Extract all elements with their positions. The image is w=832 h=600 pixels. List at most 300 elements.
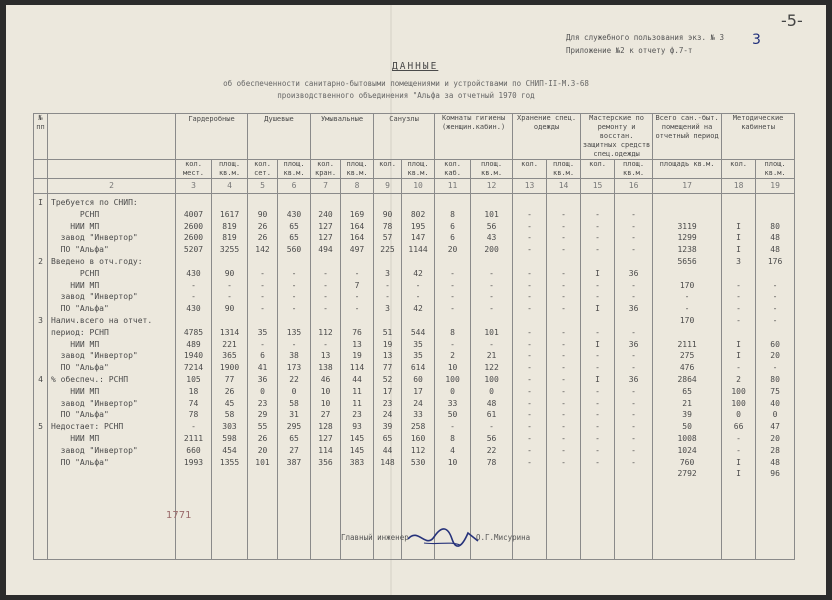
table-cell-value: - [415,280,421,290]
table-cell-value [582,315,613,327]
table-cell-value: - [561,351,566,361]
table-cell-value [312,256,339,268]
table-cell-value: 65 [289,233,299,243]
table-cell-value: 544 [410,327,426,337]
table-cell-value: 142 [255,245,270,255]
table-cell-value [35,398,46,410]
header-washrooms: Умывальные [311,114,374,160]
table-cell-value: 1940 [183,351,204,361]
table-cell-value: 112 [318,327,333,337]
table-cell-value: - [631,351,636,361]
table-cell-value: - [772,363,778,373]
table-cell-value: Недостает: РСНП [51,422,124,432]
table-cell-value: 1144 [408,245,428,255]
table-cell-value: - [736,304,741,314]
table-cell-value: 101 [255,457,270,467]
table-cell-value: - [527,457,532,467]
table-cell-value: 1617 [219,209,240,219]
table-cell-value: НИИ МП [51,221,100,231]
table-cell-value: 31 [289,410,299,420]
table-cell-value: - [450,422,455,432]
col-storage-count [513,194,547,560]
subheader-cell: кол. мест. [176,160,212,179]
table-cell-value: 36 [257,374,268,384]
table-cell-value: - [631,410,636,420]
table-cell-value: 13 [320,351,331,361]
col-washroom-taps [311,194,341,560]
table-cell-value: - [595,280,600,290]
table-cell-value [514,256,545,268]
table-cell-value: 8 [450,209,455,219]
table-cell-value [757,209,793,221]
table-cell-value: 60 [770,339,780,349]
table-cell-value [35,409,46,421]
table-cell-value [279,315,309,327]
table-cell-value: - [561,386,566,396]
table-cell-value: 78 [486,457,497,467]
table-cell-value: 46 [320,374,331,384]
table-cell-value [35,386,46,398]
table-cell-value: 56 [486,433,497,443]
table-cell-value: 90 [224,304,235,314]
table-cell-value: НИИ МП [51,280,100,290]
subheader-cell: площ. кв.м. [756,160,795,179]
table-cell-value [279,256,309,268]
table-cell-value: - [561,422,566,432]
table-cell-value: - [385,280,390,290]
table-cell-value: - [561,327,566,337]
table-cell-value: 35 [413,339,423,349]
table-cell-value [312,197,339,209]
table-cell-value: 2864 [677,374,697,384]
header-method-rooms: Методические кабинеты [722,114,795,160]
table-cell-value: 65 [382,433,393,443]
table-cell-value: 145 [349,433,365,443]
table-cell-value: - [595,233,600,243]
table-cell-value: 660 [186,445,201,455]
table-cell-value: НИИ МП [51,339,100,349]
table-cell-value [35,209,46,221]
header-pp: № пп [34,114,48,160]
table-cell-value: 1008 [677,433,697,443]
table-cell-value: 76 [352,327,362,337]
header-wardrobes: Гардеробные [176,114,248,160]
table-cell-value: - [561,433,566,443]
table-cell-value: 58 [224,410,235,420]
table-cell-value: - [527,351,532,361]
table-cell-value: - [527,398,532,408]
table-cell-value: 36 [628,374,639,384]
table-cell-value: 50 [682,422,692,432]
table-cell-value: 80 [770,221,780,231]
table-cell-value: - [595,209,600,219]
table-cell-value: I [38,198,43,207]
col-toilet-area [402,194,435,560]
table-cell-value: 10 [447,363,458,373]
table-cell-value: 430 [286,209,302,219]
table-cell-value [723,327,754,339]
table-cell-value: 40 [770,398,780,408]
table-cell-value: 4 [38,374,43,384]
table-cell-value: 135 [286,327,302,337]
table-cell-value: - [595,410,600,420]
table-cell-value: 61 [486,410,497,420]
table-cell-value: 42 [413,268,423,278]
margin-handwriting: 1771 [166,510,192,521]
subheader-cell: площадь кв.м. [653,160,722,179]
table-cell-value [342,197,372,209]
table-cell-value: 819 [222,221,237,231]
subheader-cell: кол. [722,160,756,179]
table-cell-value: 160 [410,433,426,443]
table-cell-value: - [631,233,636,243]
document-subtitle [206,78,606,102]
table-cell-value: 1993 [183,457,204,467]
table-cell-value: 225 [380,245,395,255]
table-cell-value: 0 [291,386,297,396]
table-cell-value: - [595,457,600,467]
table-cell-value [35,327,46,339]
table-cell-value: 20 [770,433,780,443]
table-cell-value: - [561,233,566,243]
table-cell-value: - [595,292,600,302]
table-cell-value: 295 [286,422,302,432]
table-cell-value: 0 [772,410,778,420]
table-cell-value: - [291,304,297,314]
column-number: 19 [756,179,795,194]
table-cell-value: - [527,304,532,314]
table-cell-value: - [684,304,690,314]
table-cell-value: 18 [188,386,199,396]
table-cell-value: - [736,363,741,373]
table-cell-value: 173 [286,363,302,373]
table-cell-value: - [227,280,232,290]
table-cell-value: - [527,433,532,443]
table-cell-value [436,256,469,268]
table-cell-value: Требуется по СНИП: [51,198,138,207]
table-cell-value: I [736,351,741,361]
table-cell-value: 20 [447,245,458,255]
table-cell-value [436,315,469,327]
column-number: 8 [341,179,374,194]
column-number: 5 [248,179,278,194]
table-cell-value [249,197,276,209]
table-cell-value: - [561,339,566,349]
subheader-cell: площ. кв.м. [278,160,311,179]
table-cell-value: 3 [385,304,390,314]
table-cell-value: 0 [489,386,494,396]
table-cell-value: - [489,280,494,290]
table-cell-value: 100 [445,374,460,384]
table-cell-value: 11 [352,386,362,396]
table-cell-value: - [291,280,297,290]
table-cell-value: 29 [257,410,268,420]
table-cell-value [35,339,46,351]
table-cell-value: - [450,339,455,349]
table-cell-value [616,315,651,327]
table-cell-value: НИИ МП [51,386,100,396]
table-cell-value: - [527,386,532,396]
data-body-row [34,194,795,560]
classification-header [566,31,724,57]
table-cell-value: - [595,221,600,231]
table-cell-value: 13 [382,351,393,361]
column-number: 12 [471,179,513,194]
table-cell-value: 8 [450,327,455,337]
table-cell-value [514,197,545,209]
table-cell-value: 3255 [219,245,240,255]
table-cell-value [249,256,276,268]
table-cell-value: 2 [38,256,43,266]
table-cell-value: 5656 [677,256,697,266]
table-cell-value: 7214 [183,363,204,373]
table-cell-value [177,256,210,268]
classification-line: Для служебного пользования экз. № 3 [566,33,725,42]
table-cell-value: 383 [349,457,365,467]
table-cell-value: - [489,422,494,432]
column-number: 10 [402,179,435,194]
table-cell-value: 476 [679,363,695,373]
table-cell-value [723,197,754,209]
table-cell-value: 48 [770,233,780,243]
table-cell-value: 303 [222,422,237,432]
header-toilets: Санузлы [374,114,435,160]
col-toilet-count [374,194,402,560]
column-number-row [34,179,795,194]
table-cell-value: 26 [257,233,268,243]
table-cell-value: 4785 [183,327,204,337]
table-cell-value: 17 [413,386,423,396]
table-cell-value: - [191,292,196,302]
table-cell-value: 65 [289,221,299,231]
table-cell-value: - [354,292,360,302]
table-cell-value: 51 [382,327,393,337]
col-hygiene-count [435,194,471,560]
table-cell-value: 195 [410,221,426,231]
table-cell-value: - [385,292,390,302]
table-cell-value: - [260,280,265,290]
table-cell-value: - [772,315,778,325]
table-cell-value: 65 [682,386,692,396]
table-cell-value: - [323,292,328,302]
table-cell-value [757,197,793,209]
table-cell-value: 138 [318,363,333,373]
table-cell-value: - [323,339,328,349]
subheader-cell: кол. [374,160,402,179]
table-cell-value: 365 [222,351,237,361]
col-storage-area [547,194,581,560]
table-cell-value: 0 [450,386,455,396]
document-title: ДАННЫЕ [392,61,439,72]
subheader-cell: кол. [513,160,547,179]
table-cell-value: - [489,304,494,314]
table-cell-value [403,256,433,268]
table-cell-value [35,303,46,315]
table-cell-value [35,433,46,445]
table-cell-value [616,197,651,209]
table-cell-value: 1024 [677,445,697,455]
column-number: 9 [374,179,402,194]
column-number [34,179,48,194]
column-number: 13 [513,179,547,194]
table-cell-value: 24 [382,410,393,420]
table-cell-value: - [631,445,636,455]
table-cell-value: РСНП [51,209,100,219]
table-cell-value: 58 [289,398,299,408]
table-cell-value: 170 [679,280,695,290]
table-cell-value: завод "Инвертор" [51,292,138,302]
table-cell-value: 819 [222,233,237,243]
table-cell-value: 43 [486,233,497,243]
signature-title: Главный инженер [341,533,409,542]
table-cell-value: 127 [318,433,333,443]
table-cell-value [548,256,579,268]
table-cell-value: 26 [257,221,268,231]
table-cell-value: - [631,386,636,396]
table-cell-value: 101 [484,327,499,337]
table-cell-value: 39 [682,410,692,420]
header-clothing-storage: Хранение спец. одежды [513,114,581,160]
table-cell-value: - [561,280,566,290]
table-cell-value: 35 [413,351,423,361]
table-cell-value: 90 [382,209,393,219]
table-cell-value: 430 [186,304,201,314]
table-cell-value: 77 [224,374,235,384]
table-cell-value: - [736,445,741,455]
table-cell-value: 2 [736,374,741,384]
header-repair-workshops: Мастерские по ремонту и восстан. защитных средств спец.одежды [581,114,653,160]
table-cell-value: 114 [318,445,333,455]
table-cell-value [582,197,613,209]
table-cell-value [375,197,400,209]
table-cell-value: I [736,245,741,255]
table-cell-value: 22 [486,445,497,455]
table-cell-value: - [631,327,636,337]
table-cell-value: 96 [770,469,780,479]
table-cell-value: - [772,304,778,314]
table-cell-value: 11 [352,398,362,408]
table-cell-value: 20 [770,351,780,361]
table-cell-value: 26 [257,433,268,443]
document-page [6,5,826,595]
table-cell-value [654,209,720,221]
table-cell-value: - [527,209,532,219]
table-cell-value [616,256,651,268]
subtitle-line-1: об обеспеченности санитарно-бытовыми помещениями и устройствами по СНИП-II-М.3-68 [223,79,589,88]
table-cell-value: 387 [286,457,302,467]
table-cell-value: - [631,280,636,290]
table-cell-value: - [291,292,297,302]
table-cell-value [342,256,372,268]
subheader-cell: кол. сет. [248,160,278,179]
table-cell-value: 200 [484,245,499,255]
table-cell-value [35,362,46,374]
table-cell-value: - [631,457,636,467]
table-cell-value: 2111 [183,433,204,443]
table-cell-value: 28 [770,445,780,455]
table-cell-value: % обеспеч.: РСНП [51,374,129,384]
table-cell-value: - [191,422,196,432]
table-cell-value: - [354,304,360,314]
subheader-cell: площ. кв.м. [212,160,248,179]
table-cell-value: 454 [222,445,237,455]
table-cell-value: - [561,374,566,384]
table-cell-value [35,232,46,244]
table-cell-value: I [736,221,741,231]
table-cell-value: завод "Инвертор" [51,351,138,361]
table-cell-value: 169 [349,209,365,219]
col-method-count [722,194,756,560]
table-cell-value [35,221,46,233]
table-cell-value [436,197,469,209]
column-number: 18 [722,179,756,194]
table-cell-value: - [260,304,265,314]
table-cell-value: 802 [410,209,426,219]
table-cell-value: 47 [770,422,780,432]
table-cell-value: I [595,268,600,278]
table-cell-value [35,244,46,256]
subheader-cell: площ. кв.м. [471,160,513,179]
header-hygiene-rooms: Комнаты гигиены (женщин.кабин.) [435,114,513,160]
table-cell-value: 74 [188,398,199,408]
table-cell-value: - [561,209,566,219]
table-cell-value: I [595,339,600,349]
table-cell-value: 164 [349,233,365,243]
table-cell-value: 10 [320,386,331,396]
table-cell-value: 494 [318,245,333,255]
table-cell-value: 101 [484,209,499,219]
table-cell-value: 10 [447,457,458,467]
facilities-table [33,113,795,560]
col-hygiene-area [471,194,513,560]
table-cell-value [213,256,246,268]
table-cell-value [472,256,511,268]
table-cell-value: 258 [410,422,426,432]
table-cell-value: 41 [257,363,268,373]
table-cell-value: 127 [318,221,333,231]
table-cell-value [213,315,246,327]
table-cell-value: 44 [352,374,362,384]
table-cell-value: 23 [352,410,362,420]
table-cell-value: 4007 [183,209,204,219]
table-cell-value: - [291,268,297,278]
table-cell-value: 35 [257,327,268,337]
header-total-area: Всего сан.-быт. помещений на отчетный период [653,114,722,160]
table-cell-value: 164 [349,221,365,231]
table-cell-value [723,209,754,221]
table-cell-value: 356 [318,457,333,467]
table-cell-value [35,291,46,303]
table-cell-value: 6 [450,233,455,243]
column-number: 7 [311,179,341,194]
table-cell-value: - [415,292,421,302]
table-cell-value: 100 [731,398,746,408]
table-cell-value: 26 [224,386,235,396]
table-cell-value: 147 [410,233,426,243]
table-cell-value: 105 [186,374,201,384]
table-cell-value: 127 [318,233,333,243]
table-cell-value: 38 [289,351,299,361]
col-shower-area [278,194,311,560]
table-cell-value: 56 [486,221,497,231]
table-cell-value: 5207 [183,245,204,255]
table-cell-value: - [561,410,566,420]
table-cell-value: 3119 [677,221,697,231]
table-cell-value: - [323,304,328,314]
table-cell-value [723,268,754,280]
table-cell-value: - [772,292,778,302]
table-cell-value: - [260,268,265,278]
